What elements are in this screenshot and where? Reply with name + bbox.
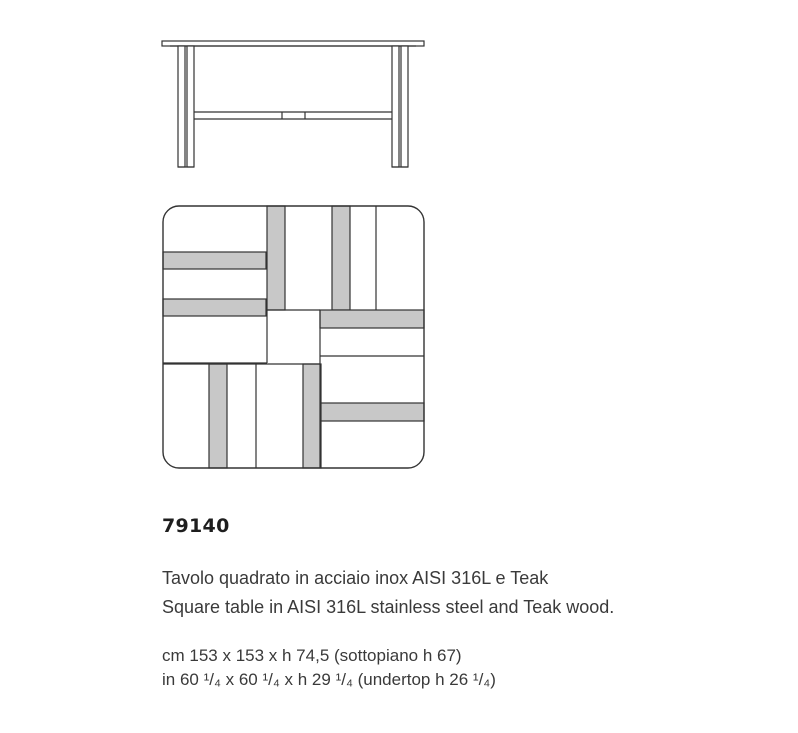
teak-boards	[163, 206, 424, 468]
top-view-drawing	[163, 206, 424, 468]
product-code: 79140	[162, 515, 230, 537]
side-view-drawing	[162, 41, 424, 167]
description-italian: Tavolo quadrato in acciaio inox AISI 316L e Teak	[162, 568, 549, 588]
dimensions-inches: in 60 ¹/₄ x 60 ¹/₄ x h 29 ¹/₄ (undertop h 26 ¹/₄)	[162, 670, 496, 689]
dimensions-cm: cm 153 x 153 x h 74,5 (sottopiano h 67)	[162, 646, 462, 665]
steel-inlays	[163, 206, 424, 468]
description-english: Square table in AISI 316L stainless steel and Teak wood.	[162, 597, 615, 617]
